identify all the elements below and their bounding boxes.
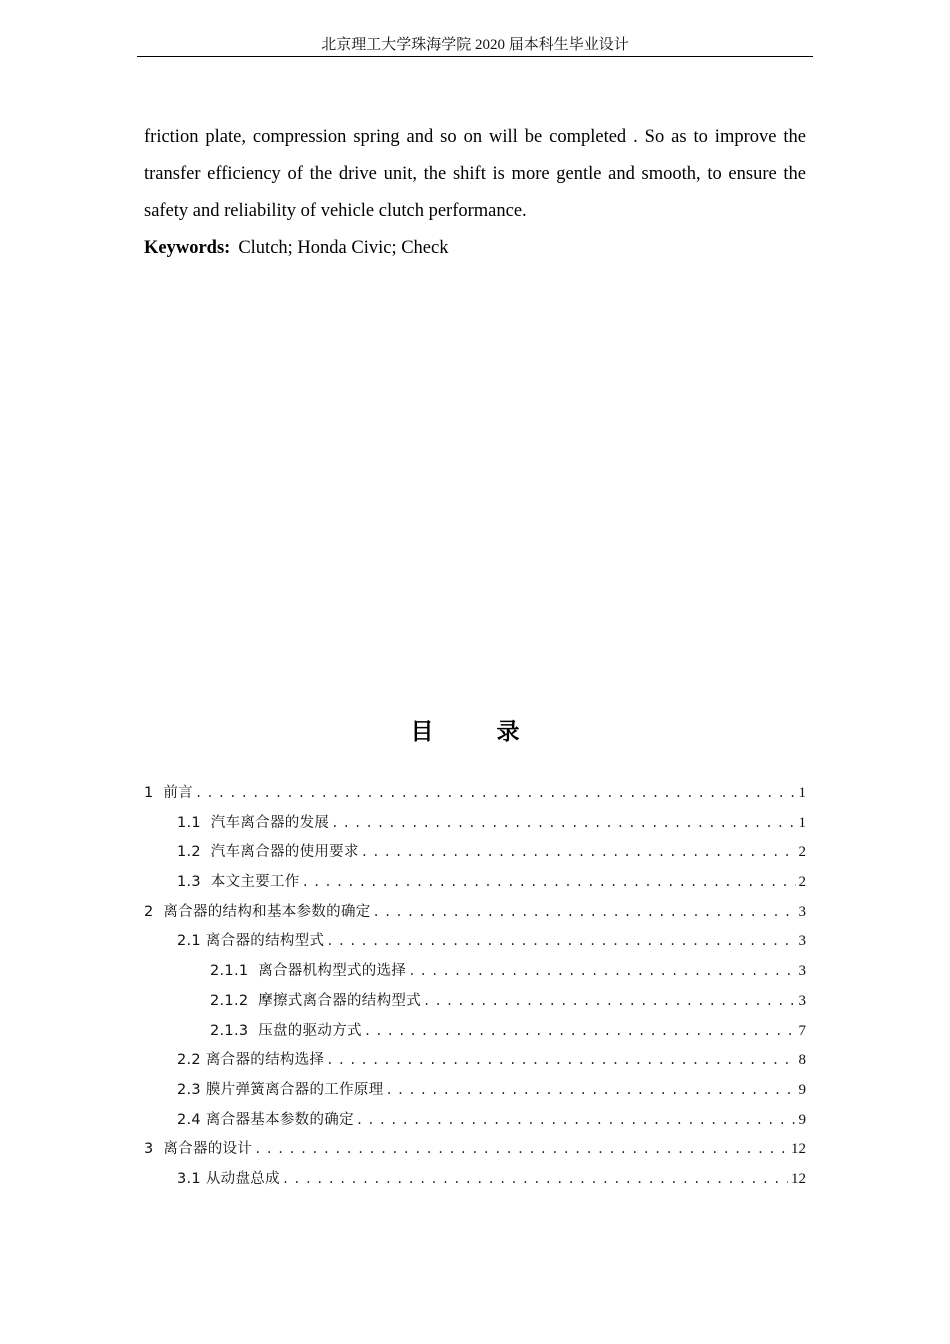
toc-entry[interactable]	[144, 779, 806, 809]
toc-dot-leader	[254, 1135, 788, 1165]
page-header	[137, 34, 813, 57]
toc-entry-label: 2.4 离合器基本参数的确定	[177, 1111, 354, 1128]
toc-dot-leader	[423, 987, 795, 1017]
keywords-label: Keywords:	[144, 238, 231, 258]
toc-entry[interactable]	[144, 1135, 806, 1165]
toc-entry-page-number: 7	[798, 1022, 806, 1039]
toc-entry[interactable]	[144, 809, 806, 839]
toc-entry-page-number: 3	[798, 992, 806, 1009]
toc-dot-leader	[195, 779, 796, 809]
toc-entry-label: 2.1.3 压盘的驱动方式	[210, 1022, 362, 1039]
toc-entry-label: 2.3 膜片弹簧离合器的工作原理	[177, 1081, 384, 1098]
toc-entry[interactable]	[144, 927, 806, 957]
toc-entry-page-number: 2	[798, 844, 806, 861]
toc-entry-page-number: 3	[798, 963, 806, 980]
toc-title: 目 录	[410, 719, 540, 745]
toc-entry[interactable]	[144, 898, 806, 928]
toc-dot-leader	[326, 1046, 795, 1076]
toc-entry-page-number: 8	[798, 1052, 806, 1069]
toc-dot-leader	[373, 898, 796, 928]
toc-entry-label: 2.1.2 摩擦式离合器的结构型式	[210, 992, 422, 1009]
toc-dot-leader	[385, 1076, 795, 1106]
toc-entry-label: 2.1 离合器的结构型式	[177, 933, 325, 950]
toc-entry-page-number: 3	[798, 903, 806, 920]
toc-entry-label: 2.1.1 离合器机构型式的选择	[210, 963, 407, 980]
page-header-title: 北京理工大学珠海学院 2020 届本科生毕业设计	[321, 37, 629, 53]
toc-entry[interactable]	[144, 838, 806, 868]
toc-dot-leader	[356, 1106, 796, 1136]
toc-entry[interactable]	[144, 1046, 806, 1076]
toc-entry-label: 1 前言	[144, 785, 193, 801]
toc-entry[interactable]	[144, 1165, 806, 1195]
table-of-contents	[144, 779, 806, 1195]
toc-entry-label: 3.1 从动盘总成	[177, 1170, 280, 1187]
toc-entry-label: 1.3 本文主要工作	[177, 874, 300, 891]
toc-entry-page-number: 12	[791, 1170, 806, 1187]
toc-entry[interactable]	[144, 1076, 806, 1106]
toc-entry[interactable]	[144, 987, 806, 1017]
toc-entry-page-number: 3	[798, 933, 806, 950]
toc-entry[interactable]	[144, 1017, 806, 1047]
toc-dot-leader	[302, 868, 796, 898]
toc-entry[interactable]	[144, 957, 806, 987]
toc-entry-label: 2.2 离合器的结构选择	[177, 1052, 325, 1069]
keywords-line	[144, 230, 806, 267]
toc-entry-page-number: 2	[798, 874, 806, 891]
toc-dot-leader	[408, 957, 795, 987]
toc-entry-label: 1.1 汽车离合器的发展	[177, 814, 330, 831]
toc-entry-page-number: 12	[791, 1141, 806, 1158]
keywords-value: Clutch; Honda Civic; Check	[238, 238, 449, 258]
toc-dot-leader	[282, 1165, 788, 1195]
toc-dot-leader	[331, 809, 795, 839]
toc-entry[interactable]	[144, 868, 806, 898]
toc-entry-page-number: 1	[798, 785, 806, 801]
toc-dot-leader	[364, 1017, 796, 1047]
toc-entry-page-number: 1	[798, 814, 806, 831]
toc-dot-leader	[361, 838, 796, 868]
toc-dot-leader	[326, 927, 795, 957]
abstract-paragraph: friction plate, compression spring and so on will be completed . So as to improve the transfer efficiency of the drive unit, the shift is more gentle and smooth, to ensure the safety and reliability of vehicle clutch performance.	[144, 127, 806, 221]
toc-entry[interactable]	[144, 1106, 806, 1136]
toc-entry-page-number: 9	[798, 1081, 806, 1098]
toc-entry-label: 1.2 汽车离合器的使用要求	[177, 844, 359, 861]
toc-entry-label: 2 离合器的结构和基本参数的确定	[144, 903, 371, 920]
toc-entry-label: 3 离合器的设计	[144, 1141, 253, 1158]
toc-entry-page-number: 9	[798, 1111, 806, 1128]
